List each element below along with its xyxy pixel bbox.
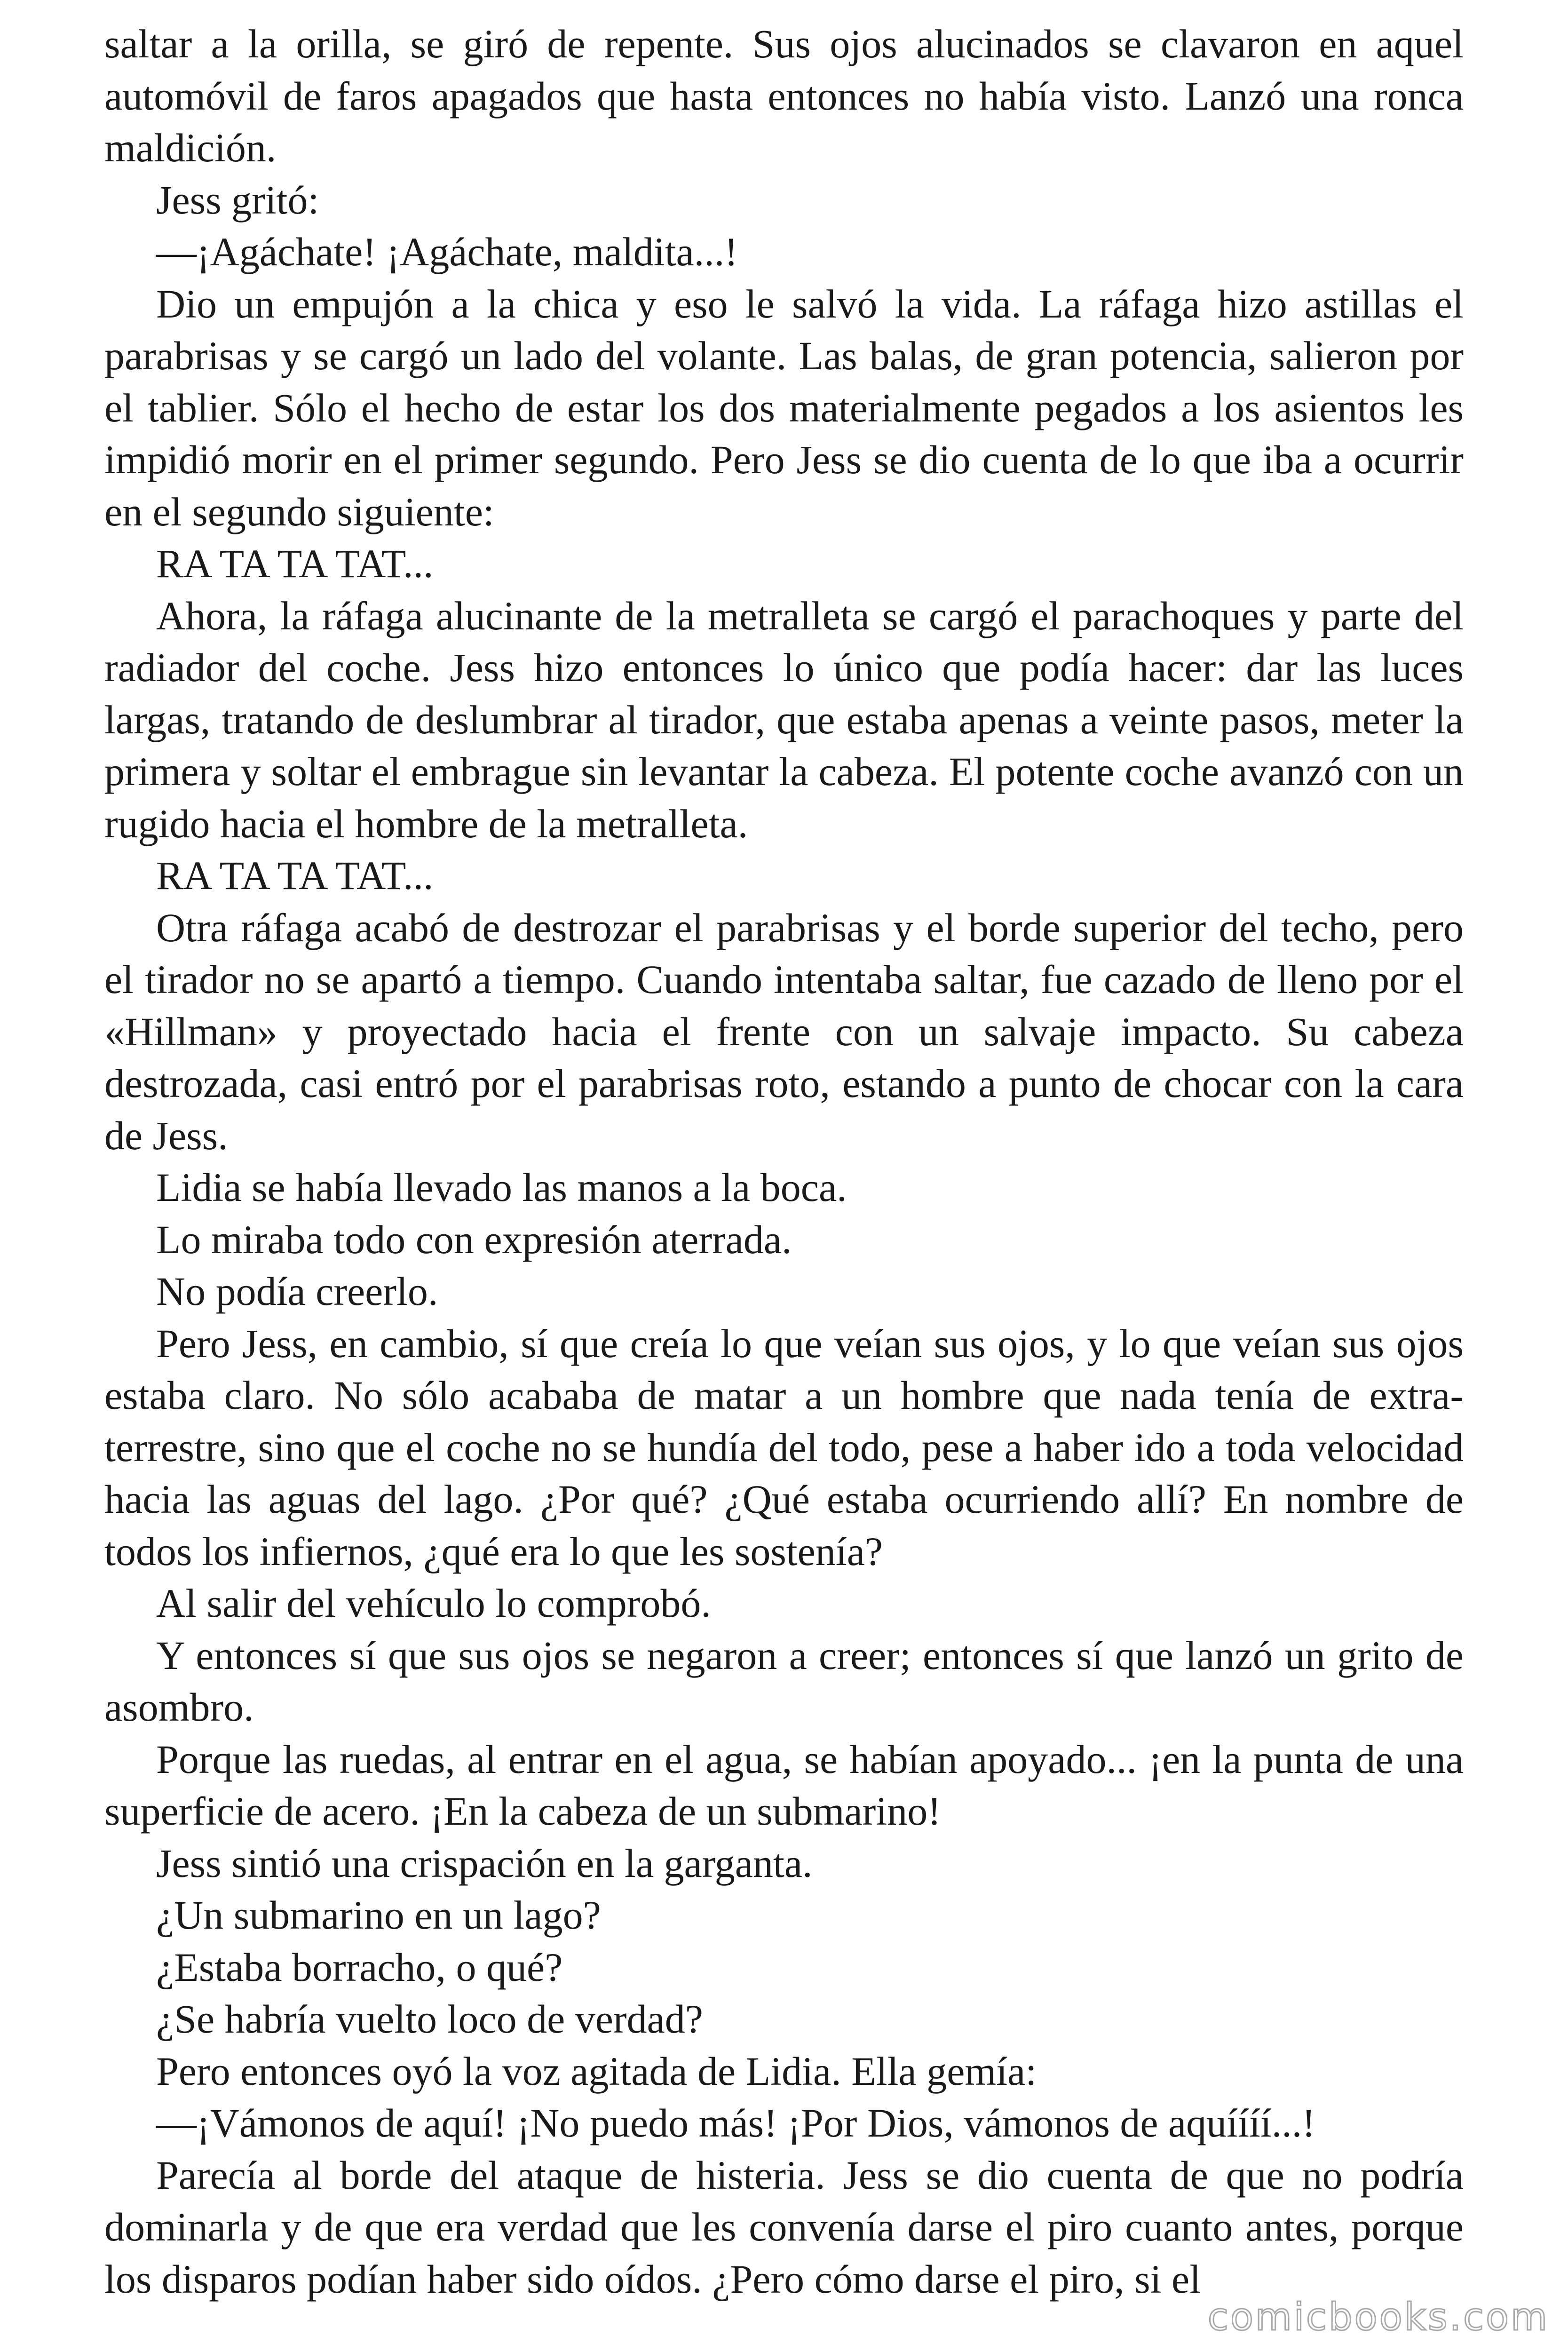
paragraph: Porque las ruedas, al entrar en el agua, se habían apoyado... ¡en la punta de una superficie de acero. ¡En la cabeza de un submarino! [104,1736,1464,1834]
paragraph: RA TA TA TAT... [156,541,434,586]
paragraph: Lo miraba todo con expresión aterrada. [156,1216,792,1262]
paragraph: Jess gritó: [156,177,319,222]
paragraph: Lidia se había llevado las manos a la boca. [156,1165,847,1210]
paragraph: Jess sintió una crispación en la garganta. [156,1840,813,1886]
paragraph: Dio un empujón a la chica y eso le salvó la vida. La ráfaga hizo astillas el parabrisas y se cargó un lado del volante. Las balas, de gran potencia, salieron por el tablier. Sólo el hecho de estar los dos materialmente pegados a los asientos les impidió morir en el primer segundo. Pero Jess se dio cuenta de lo que iba a ocurrir en el segundo siguiente: [104,281,1464,534]
paragraph: Parecía al borde del ataque de histeria. Jess se dio cuenta de que no podría dominarla y de que era verdad que les convenía darse el piro cuanto antes, porque los disparos podían haber sido oídos. ¿Pero cómo darse el piro, si el [104,2152,1464,2302]
paragraph: Otra ráfaga acabó de destrozar el parabrisas y el borde superior del techo, pero el tirador no se apartó a tiempo. Cuando intentaba saltar, fue cazado de lleno por el «Hillman» y proyectado hacia el frente con un salvaje impacto. Su cabeza destrozada, casi entró por el parabrisas roto, estando a punto de chocar con la cara de Jess. [104,905,1464,1158]
paragraph: ¿Se habría vuelto loco de verdad? [156,1996,703,2042]
watermark: comicbooks.com [1207,2295,1549,2339]
paragraph: Ahora, la ráfaga alucinante de la metralleta se cargó el parachoques y parte del radiador del coche. Jess hizo entonces lo único que podía hacer: dar las luces largas, tratando de deslumbrar al tirador, que estaba apenas a veinte pasos, meter la primera y soltar el embrague sin levantar la cabeza. El potente coche avanzó con un rugido hacia el hombre de la metralleta. [104,593,1464,846]
body-text [104,18,1464,2305]
paragraph: Pero entonces oyó la voz agitada de Lidia. Ella gemía: [156,2048,1037,2094]
paragraph: Al salir del vehículo lo comprobó. [156,1581,711,1626]
paragraph: No podía creerlo. [156,1269,438,1314]
paragraph: —¡Vámonos de aquí! ¡No puedo más! ¡Por Dios, vámonos de aquíííí...! [156,2100,1315,2145]
paragraph: ¿Estaba borracho, o qué? [156,1944,563,1990]
paragraph: Pero Jess, en cambio, sí que creía lo que veían sus ojos, y lo que veían sus ojos estaba claro. No sólo acababa de matar a un hombre que nada tenía de extra- terrestre, sino que el coche no se hundía del todo, pese a haber ido a toda velocidad hacia las aguas del lago. ¿Por qué? ¿Qué estaba ocurriendo allí? En nombre de todos los infiernos, ¿qué era lo que les sostenía? [104,1320,1464,1574]
paragraph: —¡Agáchate! ¡Agáchate, maldita...! [156,229,738,274]
paragraph: saltar a la orilla, se giró de repente. Sus ojos alucinados se clavaron en aquel automóvil de faros apagados que hasta entonces no había visto. Lanzó una ronca maldición. [104,21,1464,170]
paragraph: RA TA TA TAT... [156,853,434,898]
paragraph: Y entonces sí que sus ojos se negaron a creer; entonces sí que lanzó un grito de asombro. [104,1632,1464,1730]
paragraph: ¿Un submarino en un lago? [156,1892,601,1938]
